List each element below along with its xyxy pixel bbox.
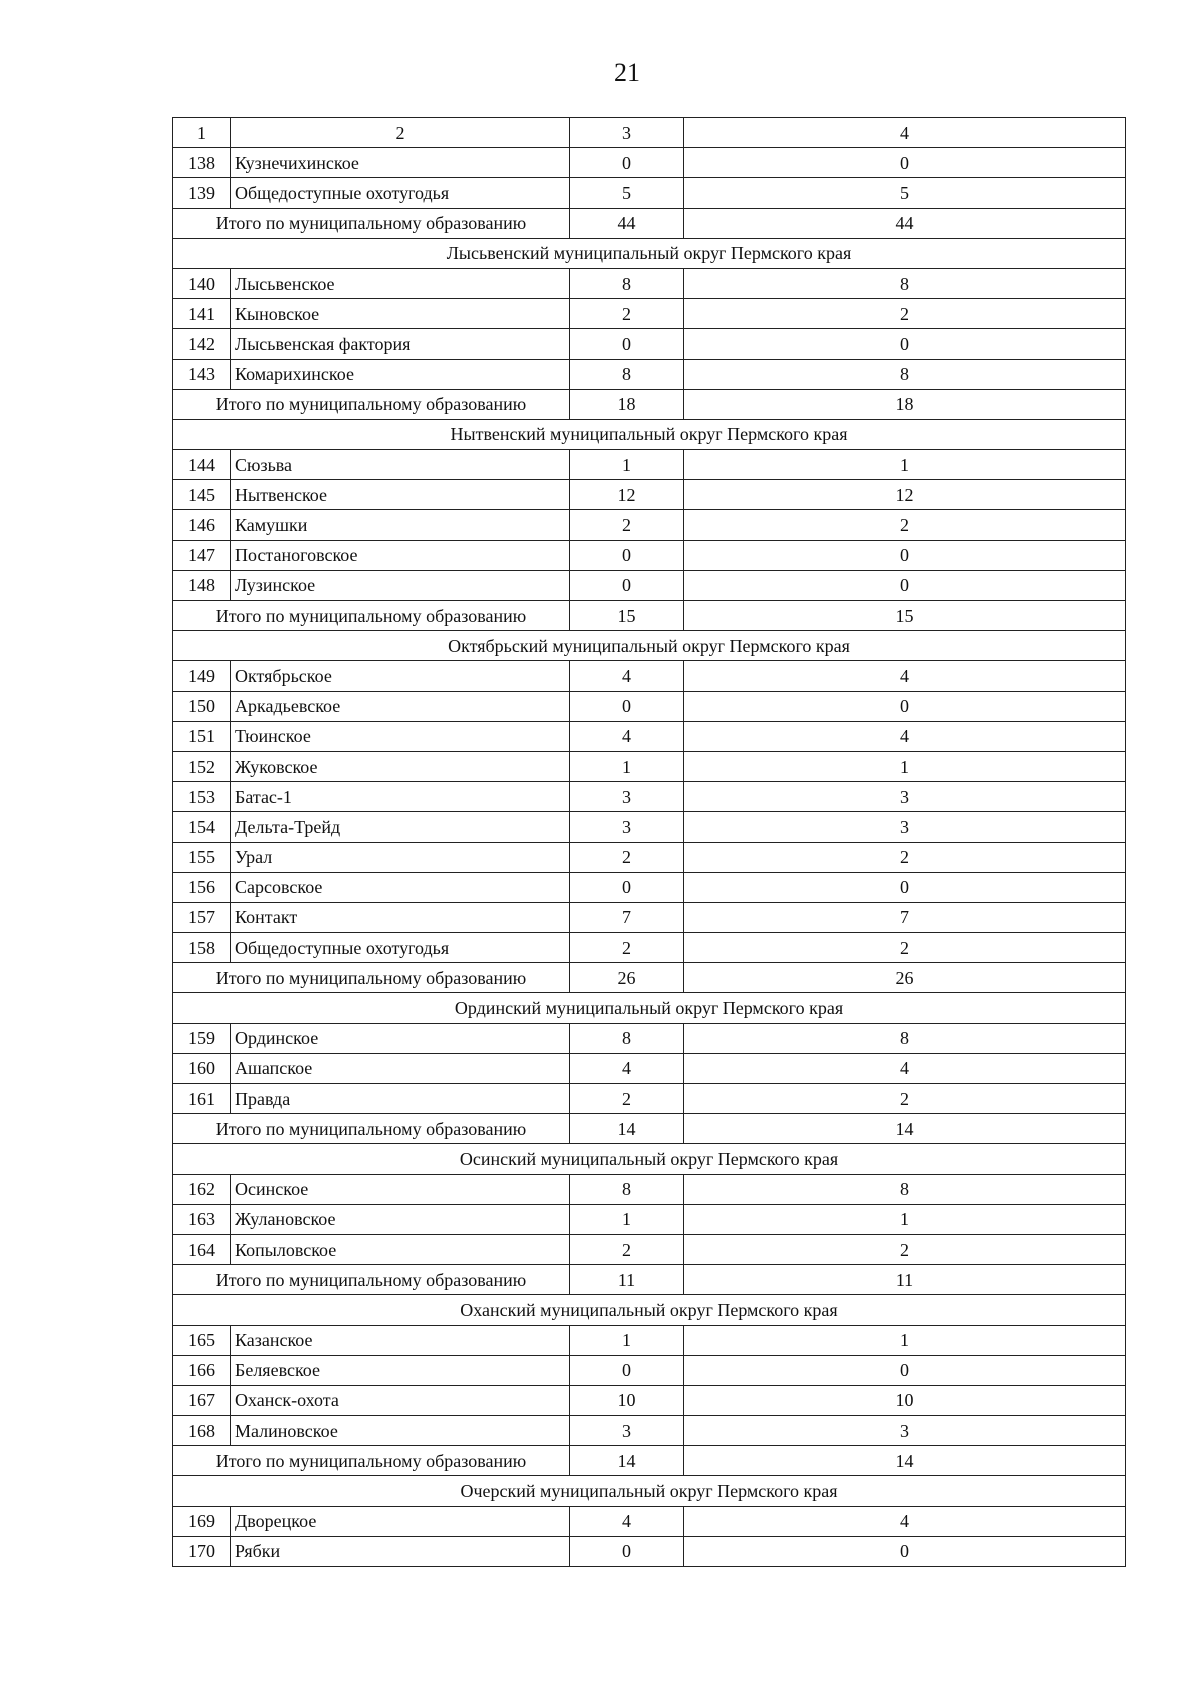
hunting-ground-name: Общедоступные охотугодья xyxy=(231,933,570,963)
row-number: 157 xyxy=(173,902,231,932)
section-title: Оханский муниципальный округ Пермского края xyxy=(173,1295,1126,1325)
value-col-4: 2 xyxy=(684,842,1126,872)
hunting-ground-name: Копыловское xyxy=(231,1234,570,1264)
row-number: 138 xyxy=(173,148,231,178)
value-col-4: 12 xyxy=(684,480,1126,510)
table-row xyxy=(173,1174,1126,1204)
row-number: 170 xyxy=(173,1536,231,1566)
value-col-4: 0 xyxy=(684,570,1126,600)
table-row xyxy=(173,933,1126,963)
section-header-row xyxy=(173,1144,1126,1174)
table-row xyxy=(173,661,1126,691)
table-row xyxy=(173,842,1126,872)
value-col-3: 0 xyxy=(570,691,684,721)
total-value-col-4: 26 xyxy=(684,963,1126,993)
value-col-3: 4 xyxy=(570,1053,684,1083)
value-col-4: 5 xyxy=(684,178,1126,208)
table-row xyxy=(173,570,1126,600)
data-table xyxy=(172,117,1126,1567)
value-col-4: 4 xyxy=(684,721,1126,751)
value-col-3: 8 xyxy=(570,1023,684,1053)
row-number: 155 xyxy=(173,842,231,872)
row-number: 164 xyxy=(173,1234,231,1264)
total-value-col-3: 14 xyxy=(570,1114,684,1144)
value-col-3: 2 xyxy=(570,510,684,540)
section-header-row xyxy=(173,238,1126,268)
table-row xyxy=(173,510,1126,540)
value-col-4: 0 xyxy=(684,1355,1126,1385)
hunting-ground-name: Аркадьевское xyxy=(231,691,570,721)
value-col-4: 8 xyxy=(684,268,1126,298)
hunting-ground-name: Контакт xyxy=(231,902,570,932)
section-title: Лысьвенский муниципальный округ Пермского края xyxy=(173,238,1126,268)
row-number: 154 xyxy=(173,812,231,842)
section-header-row xyxy=(173,1295,1126,1325)
value-col-3: 0 xyxy=(570,540,684,570)
total-value-col-3: 14 xyxy=(570,1446,684,1476)
total-value-col-3: 11 xyxy=(570,1265,684,1295)
hunting-ground-name: Правда xyxy=(231,1084,570,1114)
table-row xyxy=(173,178,1126,208)
hunting-ground-name: Лысьвенская фактория xyxy=(231,329,570,359)
value-col-3: 3 xyxy=(570,1416,684,1446)
value-col-4: 0 xyxy=(684,691,1126,721)
table-row xyxy=(173,148,1126,178)
hunting-ground-name: Беляевское xyxy=(231,1355,570,1385)
value-col-4: 2 xyxy=(684,510,1126,540)
hunting-ground-name: Постаноговское xyxy=(231,540,570,570)
value-col-4: 3 xyxy=(684,812,1126,842)
hunting-ground-name: Сарсовское xyxy=(231,872,570,902)
hunting-ground-name: Дельта-Трейд xyxy=(231,812,570,842)
total-row xyxy=(173,963,1126,993)
value-col-4: 2 xyxy=(684,1234,1126,1264)
total-row xyxy=(173,1265,1126,1295)
total-value-col-3: 44 xyxy=(570,208,684,238)
hunting-ground-name: Казанское xyxy=(231,1325,570,1355)
row-number: 165 xyxy=(173,1325,231,1355)
row-number: 145 xyxy=(173,480,231,510)
value-col-4: 0 xyxy=(684,1536,1126,1566)
hunting-ground-name: Дворецкое xyxy=(231,1506,570,1536)
section-title: Ординский муниципальный округ Пермского края xyxy=(173,993,1126,1023)
value-col-4: 1 xyxy=(684,450,1126,480)
table-row xyxy=(173,1234,1126,1264)
value-col-4: 0 xyxy=(684,872,1126,902)
hunting-ground-name: Осинское xyxy=(231,1174,570,1204)
total-value-col-4: 11 xyxy=(684,1265,1126,1295)
value-col-3: 2 xyxy=(570,1084,684,1114)
value-col-3: 0 xyxy=(570,329,684,359)
row-number: 149 xyxy=(173,661,231,691)
row-number: 150 xyxy=(173,691,231,721)
row-number: 142 xyxy=(173,329,231,359)
hunting-ground-name: Оханск-охота xyxy=(231,1385,570,1415)
table-row xyxy=(173,902,1126,932)
table-row xyxy=(173,812,1126,842)
total-row xyxy=(173,1114,1126,1144)
value-col-3: 1 xyxy=(570,1325,684,1355)
value-col-3: 8 xyxy=(570,268,684,298)
row-number: 169 xyxy=(173,1506,231,1536)
value-col-3: 0 xyxy=(570,1355,684,1385)
table-row xyxy=(173,1355,1126,1385)
section-title: Нытвенский муниципальный округ Пермского края xyxy=(173,419,1126,449)
hunting-ground-name: Октябрьское xyxy=(231,661,570,691)
hunting-ground-name: Сюзьва xyxy=(231,450,570,480)
total-row xyxy=(173,601,1126,631)
total-value-col-3: 15 xyxy=(570,601,684,631)
table-row xyxy=(173,1053,1126,1083)
table-row xyxy=(173,691,1126,721)
table-row xyxy=(173,1536,1126,1566)
table-row xyxy=(173,1204,1126,1234)
value-col-4: 1 xyxy=(684,1325,1126,1355)
table-row xyxy=(173,1084,1126,1114)
value-col-4: 2 xyxy=(684,1084,1126,1114)
value-col-3: 1 xyxy=(570,450,684,480)
row-number: 151 xyxy=(173,721,231,751)
value-col-4: 8 xyxy=(684,1174,1126,1204)
hunting-ground-name: Кыновское xyxy=(231,299,570,329)
row-number: 139 xyxy=(173,178,231,208)
section-header-row xyxy=(173,631,1126,661)
value-col-4: 2 xyxy=(684,933,1126,963)
total-label: Итого по муниципальному образованию xyxy=(173,1446,570,1476)
value-col-3: 2 xyxy=(570,299,684,329)
value-col-3: 12 xyxy=(570,480,684,510)
table-row xyxy=(173,1325,1126,1355)
hunting-ground-name: Рябки xyxy=(231,1536,570,1566)
table-row xyxy=(173,450,1126,480)
table-row xyxy=(173,721,1126,751)
total-value-col-3: 18 xyxy=(570,389,684,419)
hunting-ground-name: Нытвенское xyxy=(231,480,570,510)
row-number: 167 xyxy=(173,1385,231,1415)
value-col-3: 1 xyxy=(570,751,684,781)
value-col-4: 3 xyxy=(684,1416,1126,1446)
table-row xyxy=(173,1506,1126,1536)
total-value-col-4: 44 xyxy=(684,208,1126,238)
total-label: Итого по муниципальному образованию xyxy=(173,1114,570,1144)
table-row xyxy=(173,299,1126,329)
total-label: Итого по муниципальному образованию xyxy=(173,389,570,419)
table-row xyxy=(173,329,1126,359)
value-col-3: 2 xyxy=(570,933,684,963)
row-number: 168 xyxy=(173,1416,231,1446)
value-col-3: 5 xyxy=(570,178,684,208)
value-col-3: 8 xyxy=(570,359,684,389)
row-number: 163 xyxy=(173,1204,231,1234)
section-title: Осинский муниципальный округ Пермского края xyxy=(173,1144,1126,1174)
total-label: Итого по муниципальному образованию xyxy=(173,963,570,993)
value-col-3: 2 xyxy=(570,842,684,872)
value-col-3: 4 xyxy=(570,1506,684,1536)
table-header-row xyxy=(173,118,1126,148)
row-number: 166 xyxy=(173,1355,231,1385)
value-col-4: 8 xyxy=(684,359,1126,389)
value-col-4: 0 xyxy=(684,540,1126,570)
row-number: 143 xyxy=(173,359,231,389)
hunting-ground-name: Камушки xyxy=(231,510,570,540)
page-number: 21 xyxy=(614,58,640,87)
hunting-ground-name: Урал xyxy=(231,842,570,872)
table-row xyxy=(173,1416,1126,1446)
total-row xyxy=(173,1446,1126,1476)
value-col-3: 2 xyxy=(570,1234,684,1264)
section-header-row xyxy=(173,1476,1126,1506)
total-value-col-4: 14 xyxy=(684,1446,1126,1476)
value-col-4: 1 xyxy=(684,1204,1126,1234)
section-header-row xyxy=(173,993,1126,1023)
row-number: 162 xyxy=(173,1174,231,1204)
value-col-3: 7 xyxy=(570,902,684,932)
value-col-3: 0 xyxy=(570,148,684,178)
table-row xyxy=(173,1023,1126,1053)
value-col-4: 4 xyxy=(684,1506,1126,1536)
hunting-ground-name: Батас-1 xyxy=(231,782,570,812)
value-col-3: 0 xyxy=(570,1536,684,1566)
row-number: 147 xyxy=(173,540,231,570)
total-label: Итого по муниципальному образованию xyxy=(173,208,570,238)
value-col-4: 1 xyxy=(684,751,1126,781)
value-col-4: 4 xyxy=(684,661,1126,691)
value-col-3: 3 xyxy=(570,782,684,812)
hunting-ground-name: Малиновское xyxy=(231,1416,570,1446)
table-row xyxy=(173,872,1126,902)
hunting-ground-name: Лысьвенское xyxy=(231,268,570,298)
section-title: Октябрьский муниципальный округ Пермского края xyxy=(173,631,1126,661)
value-col-3: 8 xyxy=(570,1174,684,1204)
value-col-4: 7 xyxy=(684,902,1126,932)
hunting-ground-name: Ашапское xyxy=(231,1053,570,1083)
row-number: 146 xyxy=(173,510,231,540)
hunting-ground-name: Лузинское xyxy=(231,570,570,600)
value-col-3: 10 xyxy=(570,1385,684,1415)
value-col-3: 0 xyxy=(570,872,684,902)
total-value-col-3: 26 xyxy=(570,963,684,993)
hunting-ground-name: Ординское xyxy=(231,1023,570,1053)
table-row xyxy=(173,782,1126,812)
value-col-3: 4 xyxy=(570,661,684,691)
hunting-ground-name: Кузнечихинское xyxy=(231,148,570,178)
header-col-1: 1 xyxy=(173,118,231,148)
row-number: 152 xyxy=(173,751,231,781)
header-col-4: 4 xyxy=(684,118,1126,148)
header-col-3: 3 xyxy=(570,118,684,148)
value-col-4: 3 xyxy=(684,782,1126,812)
hunting-ground-name: Жулановское xyxy=(231,1204,570,1234)
table-row xyxy=(173,1385,1126,1415)
hunting-ground-name: Общедоступные охотугодья xyxy=(231,178,570,208)
value-col-4: 0 xyxy=(684,329,1126,359)
row-number: 158 xyxy=(173,933,231,963)
value-col-3: 0 xyxy=(570,570,684,600)
value-col-4: 0 xyxy=(684,148,1126,178)
row-number: 144 xyxy=(173,450,231,480)
total-label: Итого по муниципальному образованию xyxy=(173,601,570,631)
table-row xyxy=(173,480,1126,510)
row-number: 156 xyxy=(173,872,231,902)
section-title: Очерский муниципальный округ Пермского края xyxy=(173,1476,1126,1506)
row-number: 141 xyxy=(173,299,231,329)
table-body xyxy=(173,118,1126,1567)
value-col-3: 4 xyxy=(570,721,684,751)
row-number: 161 xyxy=(173,1084,231,1114)
value-col-4: 2 xyxy=(684,299,1126,329)
table-row xyxy=(173,540,1126,570)
row-number: 159 xyxy=(173,1023,231,1053)
table-row xyxy=(173,359,1126,389)
total-row xyxy=(173,389,1126,419)
value-col-4: 4 xyxy=(684,1053,1126,1083)
total-row xyxy=(173,208,1126,238)
value-col-4: 8 xyxy=(684,1023,1126,1053)
table-row xyxy=(173,751,1126,781)
hunting-ground-name: Тюинское xyxy=(231,721,570,751)
row-number: 148 xyxy=(173,570,231,600)
hunting-ground-name: Комарихинское xyxy=(231,359,570,389)
section-header-row xyxy=(173,419,1126,449)
header-col-2: 2 xyxy=(231,118,570,148)
total-value-col-4: 18 xyxy=(684,389,1126,419)
value-col-3: 1 xyxy=(570,1204,684,1234)
value-col-3: 3 xyxy=(570,812,684,842)
hunting-ground-name: Жуковское xyxy=(231,751,570,781)
row-number: 140 xyxy=(173,268,231,298)
total-value-col-4: 14 xyxy=(684,1114,1126,1144)
row-number: 153 xyxy=(173,782,231,812)
value-col-4: 10 xyxy=(684,1385,1126,1415)
total-value-col-4: 15 xyxy=(684,601,1126,631)
table-row xyxy=(173,268,1126,298)
total-label: Итого по муниципальному образованию xyxy=(173,1265,570,1295)
row-number: 160 xyxy=(173,1053,231,1083)
